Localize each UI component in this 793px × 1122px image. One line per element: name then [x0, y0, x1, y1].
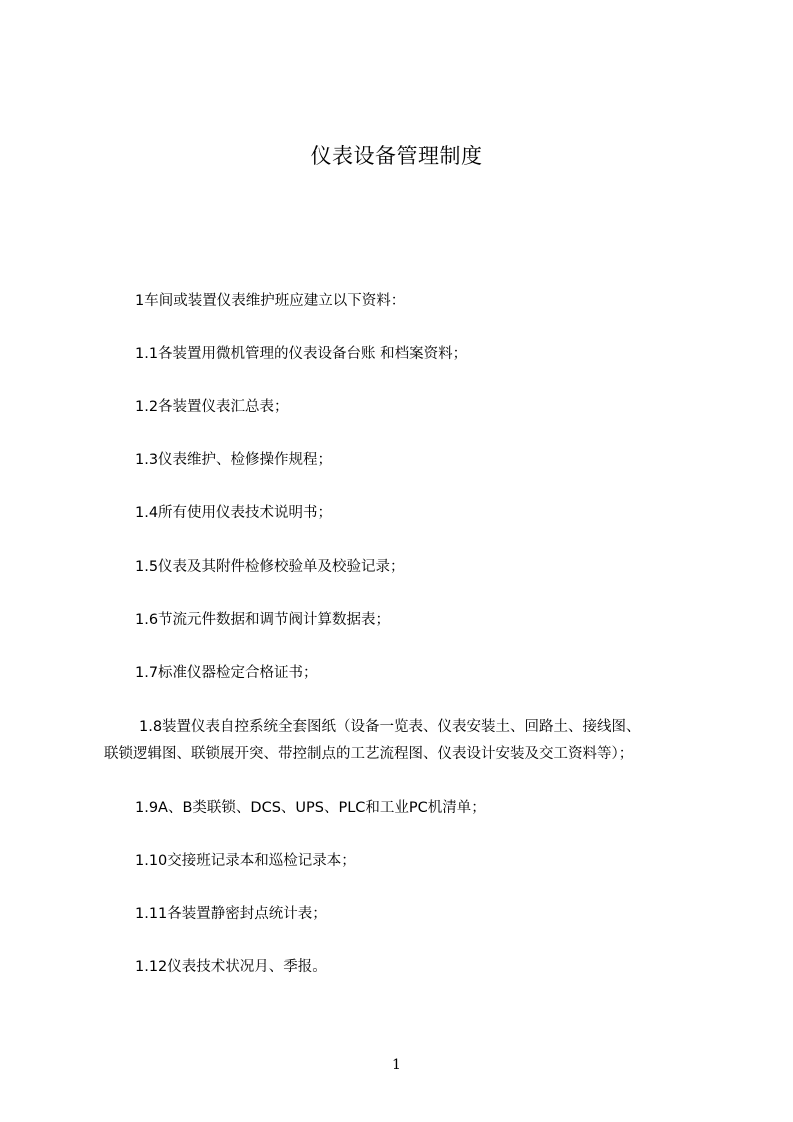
page-number: 1 — [392, 1057, 401, 1073]
list-item: 1车间或装置仪表维护班应建立以下资料： — [135, 293, 406, 309]
list-item: 1.4所有使用仪表技术说明书； — [135, 505, 333, 521]
list-item: 1.6节流元件数据和调节阀计算数据表； — [135, 612, 391, 628]
list-item: 1.11各装置静密封点统计表； — [135, 906, 327, 922]
document-title: 仪表设备管理制度 — [310, 144, 483, 168]
list-item: 1.3仪表维护、检修操作规程； — [135, 452, 333, 468]
list-item-1-8-line1: 1.8装置仪表自控系统全套图纸（设备一览表、仪表安装土、回路土、接线图、 — [139, 719, 641, 735]
list-item: 1.7标准仪器检定合格证书； — [135, 665, 318, 681]
list-item: 1.12仪表技术状况月、季报。 — [135, 959, 327, 975]
list-item: 1.2各装置仪表汇总表； — [135, 399, 289, 415]
list-item: 1.10交接班记录本和巡检记录本； — [135, 853, 356, 869]
list-item: 1.5仪表及其附件检修校验单及校验记录； — [135, 559, 405, 575]
list-item-1-8-line2: 联锁逻辑图、联锁展开突、带控制点的工艺流程图、仪表设计安装及交工资料等）； — [104, 746, 634, 762]
list-item: 1.1各装置用微机管理的仪表设备台账 和档案资料； — [135, 346, 468, 362]
list-item: 1.9A、B类联锁、DCS、UPS、PLC和工业PC机清单； — [135, 800, 486, 816]
